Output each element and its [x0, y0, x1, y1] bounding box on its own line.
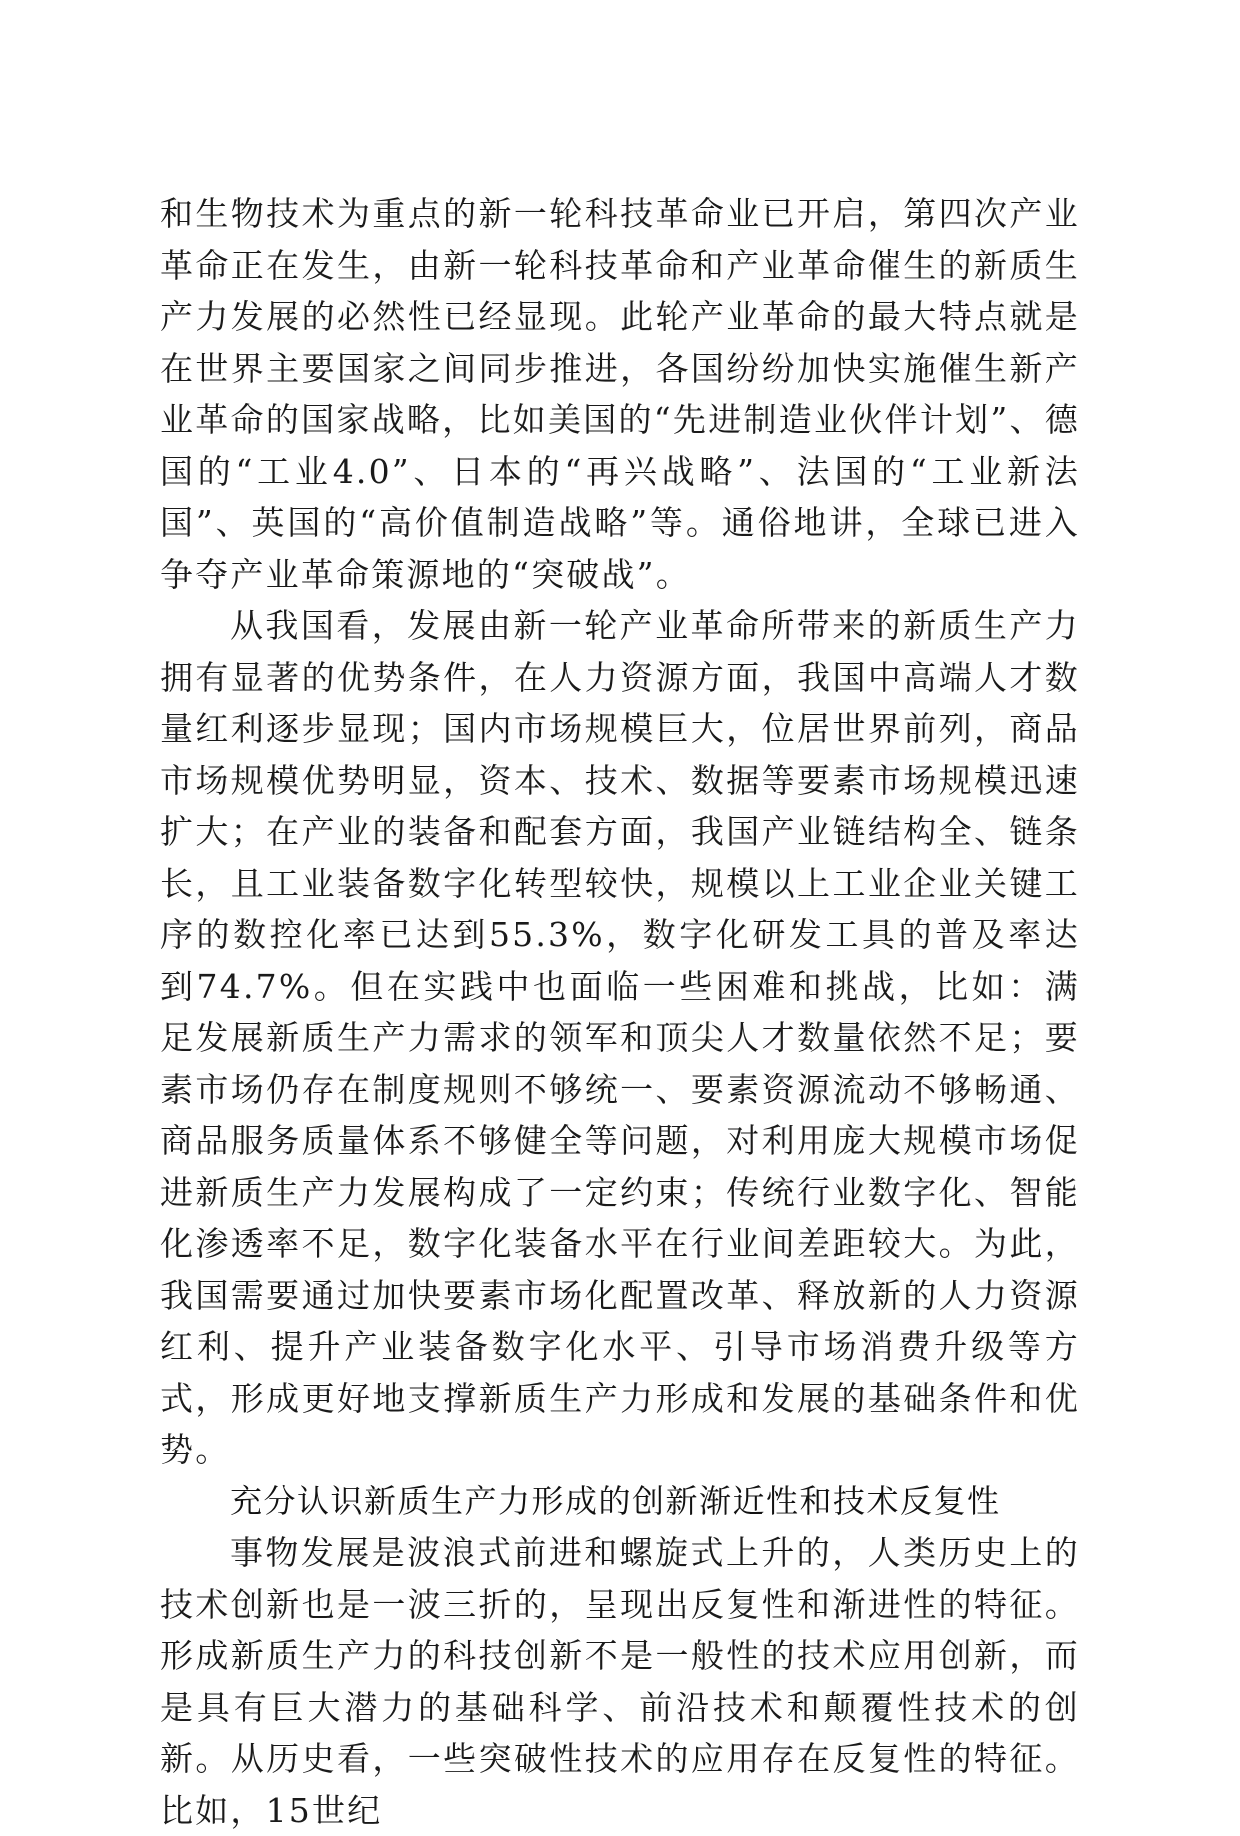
body-paragraph-innovation: 事物发展是波浪式前进和螺旋式上升的，人类历史上的技术创新也是一波三折的，呈现出反复性和渐进性的特征。形成新质生产力的科技创新不是一般性的技术应用创新，而是具有巨大潜力的基础科学、前沿技术和颠覆性技术的创新。从历史看，一些突破性技术的应用存在反复性的特征。比如，15世纪: [160, 1533, 1080, 1830]
section-heading: 充分认识新质生产力形成的创新渐近性和技术反复性: [230, 1481, 1001, 1520]
body-paragraph-china-conditions: 从我国看，发展由新一轮产业革命所带来的新质生产力拥有显著的优势条件，在人力资源方面，我国中高端人才数量红利逐步显现；国内市场规模巨大，位居世界前列，商品市场规模优势明显，资本、技术、数据等要素市场规模迅速扩大；在产业的装备和配套方面，我国产业链结构全、链条长，且工业装备数字化转型较快，规模以上工业企业关键工序的数控化率已达到55.3%，数字化研发工具的普及率达到74.7%。但在实践中也面临一些困难和挑战，比如：满足发展新质生产力需求的领军和顶尖人才数量依然不足；要素市场仍存在制度规则不够统一、要素资源流动不够畅通、商品服务质量体系不够健全等问题，对利用庞大规模市场促进新质生产力发展构成了一定约束；传统行业数字化、智能化渗透率不足，数字化装备水平在行业间差距较大。为此，我国需要通过加快要素市场化配置改革、释放新的人力资源红利、提升产业装备数字化水平、引导市场消费升级等方式，形成更好地支撑新质生产力形成和发展的基础条件和优势。: [160, 606, 1080, 1469]
body-paragraph-continued: 和生物技术为重点的新一轮科技革命业已开启，第四次产业革命正在发生，由新一轮科技革命和产业革命催生的新质生产力发展的必然性已经显现。此轮产业革命的最大特点就是在世界主要国家之间同步推进，各国纷纷加快实施催生新产业革命的国家战略，比如美国的“先进制造业伙伴计划”、德国的“工业4.0”、日本的“再兴战略”、法国的“工业新法国”、英国的“高价值制造战略”等。通俗地讲，全球已进入争夺产业革命策源地的“突破战”。: [160, 194, 1080, 594]
document-page: [160, 188, 1080, 1836]
